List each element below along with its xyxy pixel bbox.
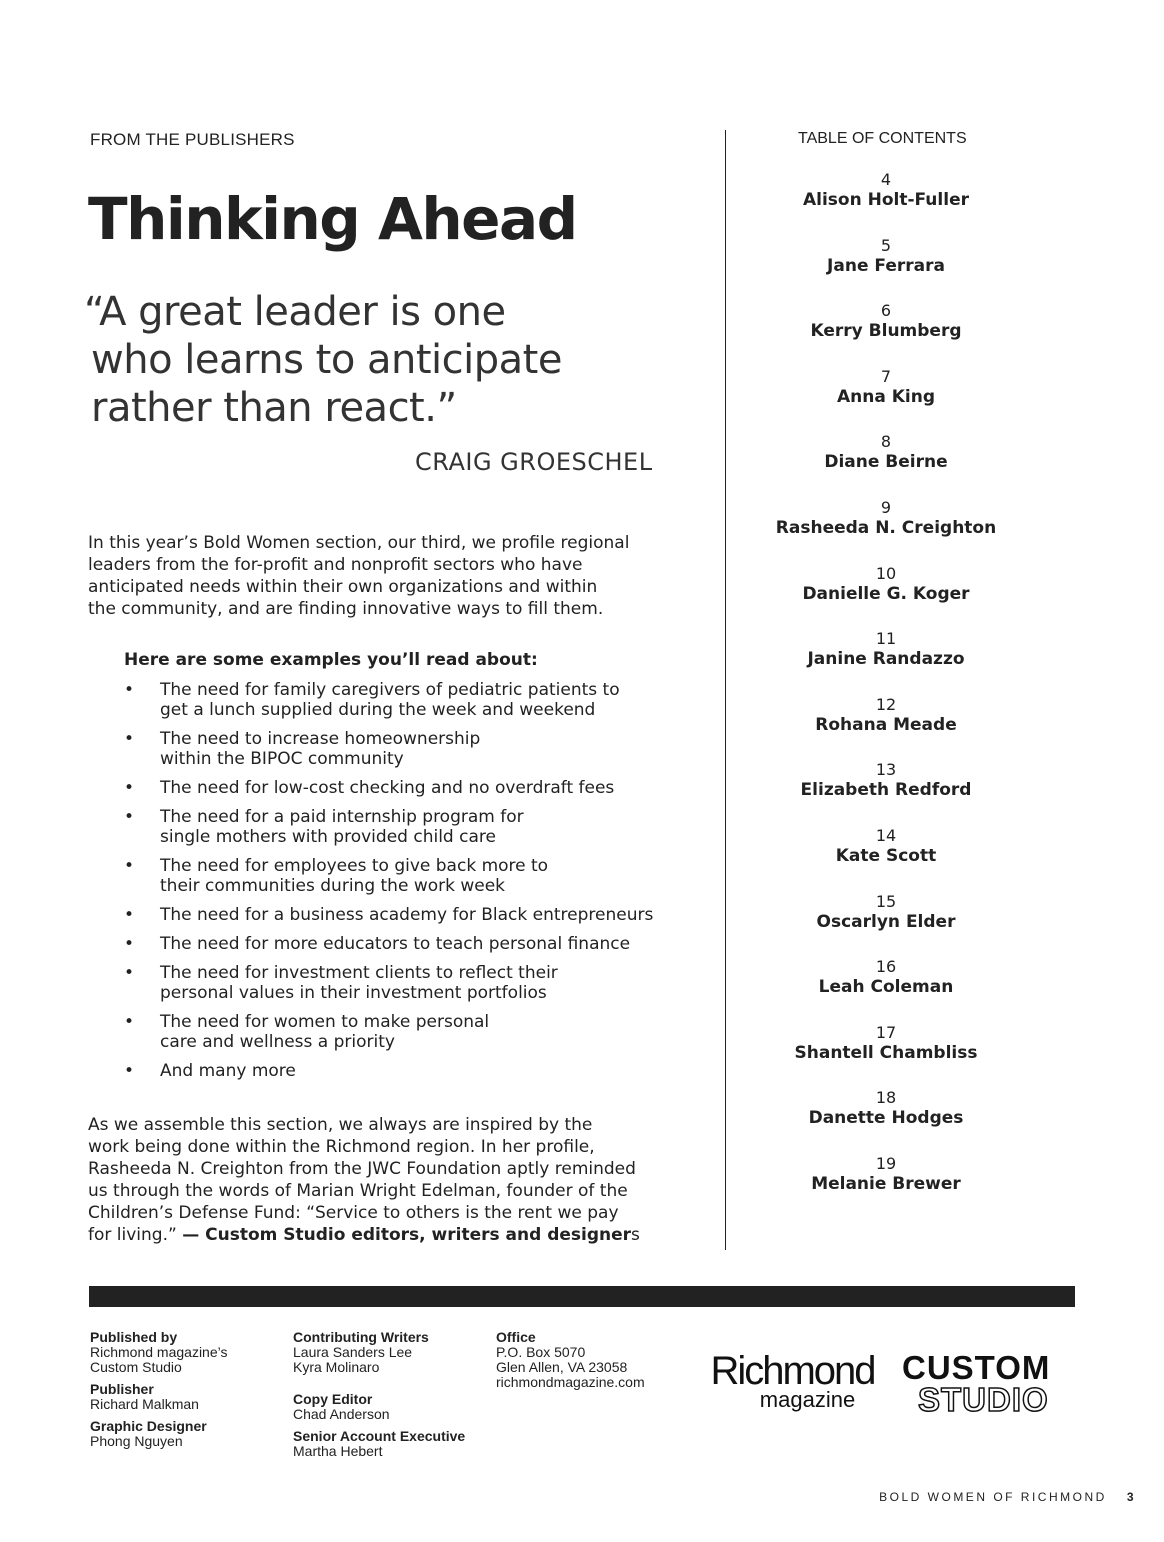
pull-quote [84,288,704,432]
table-of-contents [766,170,1006,1220]
toc-page: 17 [875,1022,897,1042]
intro-paragraph [88,532,708,620]
credit-office [496,1330,645,1390]
item-line: The need for investment clients to reflect their [160,963,558,983]
credits-column [496,1330,645,1397]
credit-designer [90,1419,227,1449]
list-item [124,963,724,1003]
toc-page: 19 [875,1153,897,1173]
signature: — Custom Studio editors, writers and designer [182,1225,632,1245]
toc-page: 11 [875,629,897,649]
logo-text: STUDIO [918,1381,1049,1418]
page-number: 3 [1126,1490,1136,1504]
credit-account-exec [293,1429,465,1459]
list-item [124,934,724,954]
toc-name: Jane Ferrara [827,255,945,276]
custom-studio-logo [902,1349,1068,1418]
item-line: The need for a paid internship program for [160,807,524,827]
credit-value: Laura Sanders Lee [293,1344,413,1360]
body-line: us through the words of Marian Wright Edelman, founder of the [88,1181,628,1201]
toc-entry[interactable] [766,564,1006,630]
toc-name: Diane Beirne [824,452,948,473]
credit-copy-editor [293,1392,465,1422]
column-divider [725,130,726,1250]
credit-published-by [90,1330,227,1375]
item-line: single mothers with provided child care [160,827,496,847]
credit-value: Phong Nguyen [90,1433,183,1449]
body-line: As we assemble this section, we always are inspired by the [88,1115,593,1135]
toc-name: Oscarlyn Elder [816,911,956,932]
toc-page: 5 [880,235,892,255]
credit-role: Office [496,1329,536,1345]
item-line: personal values in their investment portfolios [160,983,547,1003]
item-line: The need for employees to give back more to [160,856,549,876]
bullet-icon: • [124,807,135,827]
page-folio [879,1490,1136,1504]
credits-column [90,1330,227,1456]
closing-paragraph [88,1114,708,1246]
item-line: The need for family caregivers of pediatric patients to [160,680,620,700]
credit-value: Martha Hebert [293,1443,383,1459]
item-line: And many more [160,1061,296,1081]
richmond-magazine-logo [710,1349,875,1412]
toc-entry[interactable] [766,498,1006,564]
toc-entry[interactable] [766,629,1006,695]
credit-role: Contributing Writers [293,1329,429,1345]
toc-name: Melanie Brewer [811,1173,961,1194]
toc-entry[interactable] [766,170,1006,236]
body-line: leaders from the for-profit and nonprofit sectors who have [88,555,583,575]
toc-entry[interactable] [766,695,1006,761]
item-line: The need to increase homeownership [160,729,481,749]
list-item [124,729,724,769]
toc-entry[interactable] [766,1154,1006,1220]
toc-name: Kerry Blumberg [810,321,962,342]
toc-name: Rohana Meade [815,714,957,735]
toc-entry[interactable] [766,957,1006,1023]
item-line: within the BIPOC community [160,749,404,769]
toc-entry[interactable] [766,892,1006,958]
credit-role: Publisher [90,1381,154,1397]
list-item [124,1061,724,1081]
bullet-icon: • [124,905,135,925]
body-line [88,1224,708,1246]
toc-page: 9 [880,497,892,517]
toc-page: 8 [880,432,892,452]
toc-name: Danielle G. Koger [802,583,970,604]
toc-page: 6 [880,301,892,321]
examples-heading: Here are some examples you’ll read about: [124,650,538,670]
toc-label: TABLE OF CONTENTS [798,130,967,147]
credit-value: P.O. Box 5070 [496,1344,586,1360]
bullet-icon: • [124,680,135,700]
item-line: care and wellness a priority [160,1032,395,1052]
body-line: Children’s Defense Fund: “Service to others is the rent we pay [88,1203,619,1223]
credit-value: Glen Allen, VA 23058 [496,1359,628,1375]
credit-value: Kyra Molinaro [293,1359,380,1375]
page-title: Thinking Ahead [88,185,577,253]
bullet-icon: • [124,778,135,798]
item-line: The need for more educators to teach personal finance [160,934,631,954]
credits-column [293,1330,465,1466]
list-item [124,856,724,896]
list-item [124,905,724,925]
toc-entry[interactable] [766,760,1006,826]
toc-name: Janine Randazzo [807,649,965,670]
toc-name: Kate Scott [835,845,937,866]
bullet-icon: • [124,934,135,954]
toc-entry[interactable] [766,432,1006,498]
body-line: the community, and are finding innovative ways to fill them. [88,599,604,619]
toc-name: Leah Coleman [818,977,954,998]
list-item [124,1012,724,1052]
quote-line: who learns to anticipate [91,337,562,383]
logo-text: CUSTOM [902,1349,1051,1386]
list-item [124,778,724,798]
credit-value: Richmond magazine’s [90,1344,228,1360]
folio-section: BOLD WOMEN OF RICHMOND [879,1490,1107,1504]
logo-text: Richmond [710,1349,875,1393]
logo-text: magazine [759,1387,856,1412]
toc-page: 15 [875,891,897,911]
footer-bar [89,1286,1075,1307]
toc-name: Anna King [836,386,936,407]
item-line: The need for a business academy for Black entrepreneurs [160,905,654,925]
list-item [124,680,724,720]
toc-page: 16 [875,957,897,977]
bullet-icon: • [124,856,135,876]
toc-entry[interactable] [766,1023,1006,1089]
body-line: In this year’s Bold Women section, our third, we profile regional [88,533,630,553]
bullet-icon: • [124,1012,135,1032]
toc-page: 18 [875,1088,897,1108]
item-line: The need for women to make personal [160,1012,490,1032]
list-item [124,807,724,847]
credit-value: Chad Anderson [293,1406,390,1422]
bullet-icon: • [124,963,135,983]
toc-name: Elizabeth Redford [800,780,972,801]
credit-value: Custom Studio [90,1359,182,1375]
credit-role: Senior Account Executive [293,1428,466,1444]
toc-entry[interactable] [766,367,1006,433]
toc-page: 12 [875,694,897,714]
website-link[interactable]: richmondmagazine.com [496,1374,645,1390]
credit-role: Copy Editor [293,1391,373,1407]
quote-attribution: CRAIG GROESCHEL [415,448,653,476]
toc-name: Danette Hodges [808,1108,964,1129]
item-line: get a lunch supplied during the week and weekend [160,700,596,720]
toc-name: Shantell Chambliss [794,1042,978,1063]
credit-publisher [90,1382,227,1412]
credit-role: Graphic Designer [90,1418,207,1434]
toc-entry[interactable] [766,826,1006,892]
item-line: The need for low-cost checking and no overdraft fees [160,778,615,798]
quote-line: “A great leader is one [84,289,506,335]
toc-page: 13 [875,760,897,780]
signature-tail: s [631,1225,640,1245]
toc-name: Alison Holt-Fuller [803,190,969,210]
quote-line: rather than react.” [91,385,457,431]
credit-role: Published by [90,1329,178,1345]
body-line: work being done within the Richmond region. In her profile, [88,1137,595,1157]
toc-page: 10 [875,563,897,583]
toc-entry[interactable] [766,236,1006,302]
body-line: Rasheeda N. Creighton from the JWC Foundation aptly reminded [88,1159,636,1179]
credit-value: Richard Malkman [90,1396,199,1412]
body-line: anticipated needs within their own organizations and within [88,577,598,597]
bullet-icon: • [124,1061,135,1081]
toc-page: 14 [875,825,897,845]
examples-list [124,680,724,1090]
toc-page: 7 [880,366,892,386]
bullet-icon: • [124,729,135,749]
toc-page: 4 [880,170,892,189]
closing-last-text: for living.” [88,1225,183,1245]
toc-entry[interactable] [766,1088,1006,1154]
item-line: their communities during the work week [160,876,506,896]
section-label: FROM THE PUBLISHERS [90,130,295,149]
credit-writers [293,1330,465,1375]
toc-name: Rasheeda N. Creighton [775,517,997,538]
toc-entry[interactable] [766,301,1006,367]
